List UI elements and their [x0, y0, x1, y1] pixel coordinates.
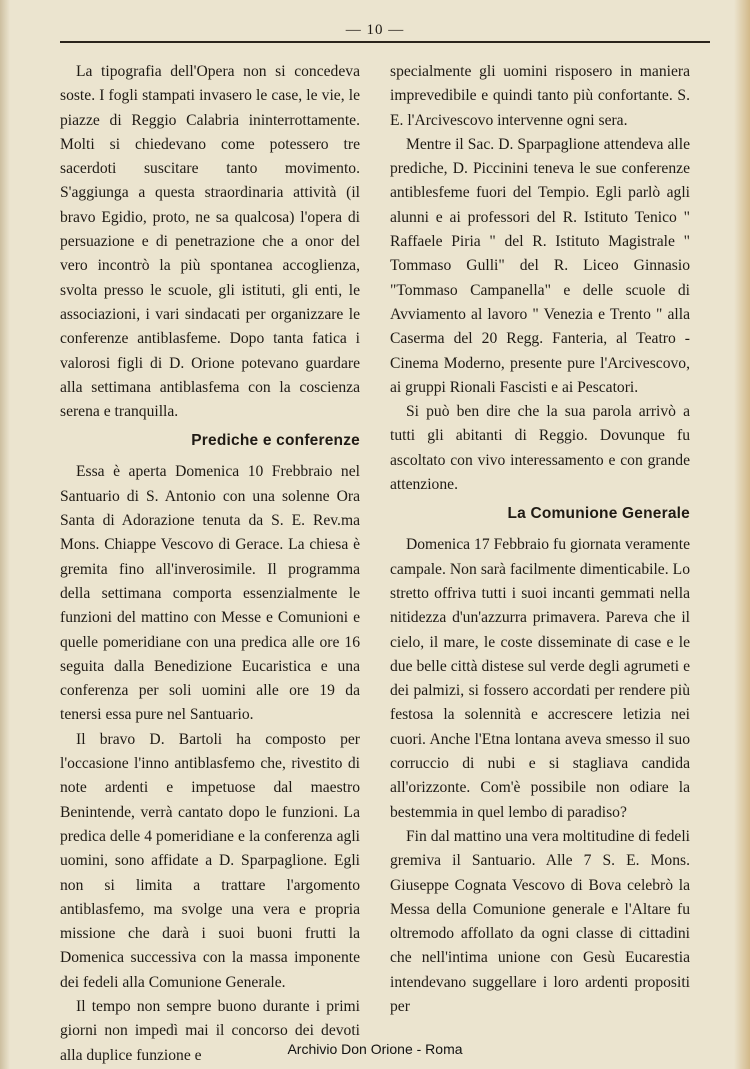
- section-heading-comunione: La Comunione Generale: [507, 505, 690, 523]
- right-column: [390, 60, 690, 1019]
- page-number: — 10 —: [345, 22, 405, 38]
- paragraph: Il bravo D. Bartoli ha composto per l'occasione l'inno antiblasfemo che, rivestito di note ardenti e impetuose dal maestro Benintende, verrà cantato dopo le funzioni. La predica delle 4 pomeridiane e la conferenza agli uomini, sono affidate a D. Sparpaglione. Egli non si limita a trattare l'argomento antiblasfemo, ma svolge una vera e propria missione che darà i suoi buoni frutti la Domenica successiva con la massa imponente dei fedeli alla Comunione Generale.: [60, 730, 360, 991]
- paragraph: Essa è aperta Domenica 10 Frebbraio nel Santuario di S. Antonio con una solenne Ora Santa di Adorazione tenuta da S. E. Rev.ma Mons. Chiappe Vescovo di Gerace. La chiesa è gremita fino all'inverosimile. Il programma della settimana comporta essenzialmente le funzioni del mattino con Messe e Comunioni e quelle pomeridiane con una predica alle ore 16 seguita dalla Benedizione Eucaristica e una conferenza per soli uomini alle ore 19 da tenersi essa pure nel Santuario.: [60, 463, 360, 724]
- page-edge-stain-right: [734, 0, 750, 1069]
- header-rule: [60, 41, 710, 43]
- paragraph: La tipografia dell'Opera non si concedeva soste. I fogli stampati invasero le case, le vie, le piazze di Reggio Calabria ininterrottamente. Molti si chiedevano come potessero tre sacerdoti suscitare tanto movimento. S'aggiunga a questa straordinaria attività (il bravo Egidio, proto, ne sa qualcosa) l'opera di persuazione e di penetrazione che a onor del vero incontrò la più spontanea accoglienza, svolta presso le scuole, gli istituti, gli enti, le associazioni, i vari sindacati per organizzare le conferenze antiblasfeme. Dopo tanta fatica i valorosi figli di D. Orione potevano guardare alla settimana antiblasfema con la coscienza serena e tranquilla.: [60, 63, 360, 421]
- paragraph: Domenica 17 Febbraio fu giornata veramente campale. Non sarà facilmente dimenticabile. Lo stretto offriva tutti i suoi incanti gemmati nella nitidezza d'un'azzurra primavera. Pareva che il cielo, il mare, le coste disseminate di case e le due belle città distese sul verde degli agrumeti e dei palmizi, si fossero accordati per rendere più festosa la solennità e accrescere letizia nei cuori. Anche l'Etna lontana aveva smesso il suo corruccio di nubi e si stagliava candida all'orizzonte. Com'è possibile non odiare la bestemmia in quel lembo di paradiso?: [390, 536, 690, 821]
- paragraph: Fin dal mattino una vera moltitudine di fedeli gremiva il Santuario. Alle 7 S. E. Mons. Giuseppe Cognata Vescovo di Bova celebrò la Messa della Comunione generale e l'Altare fu oltremodo affollato da ogni classe di cittadini che nell'intima unione con Gesù Eucarestia intendevano suggellare i loro ardenti propositi per: [390, 827, 690, 1015]
- archive-footer: Archivio Don Orione - Roma: [287, 1041, 463, 1057]
- section-heading-prediche: Prediche e conferenze: [191, 432, 360, 450]
- page-edge-shadow-left: [0, 0, 10, 1069]
- paragraph: Mentre il Sac. D. Sparpaglione attendeva alle prediche, D. Piccinini teneva le sue conferenze antiblesfeme fuori del Tempio. Egli parlò agli alunni e ai professori del R. Istituto Tenico " Raffaele Piria " del R. Istituto Magistrale " Tommaso Gulli" del R. Liceo Ginnasio "Tommaso Campanella" e delle scuole di Avviamento al lavoro " Venezia e Trento " alla Caserma del 20 Regg. Fanteria, al Teatro - Cinema Moderno, presente pure l'Arcivescovo, ai gruppi Rionali Fascisti e ai Pescatori.: [390, 135, 690, 396]
- paragraph: specialmente gli uomini risposero in maniera imprevedibile e quindi tanto più confortante. S. E. l'Arcivescovo intervenne ogni sera.: [390, 63, 690, 129]
- paragraph: Il tempo non sempre buono durante i primi giorni non impedì mai il concorso dei devoti alla duplice funzione e: [60, 997, 360, 1064]
- paragraph: Si può ben dire che la sua parola arrivò a tutti gli abitanti di Reggio. Dovunque fu ascoltato con vivo interessamento e con grande attenzione.: [390, 403, 690, 494]
- left-column: [60, 60, 360, 1068]
